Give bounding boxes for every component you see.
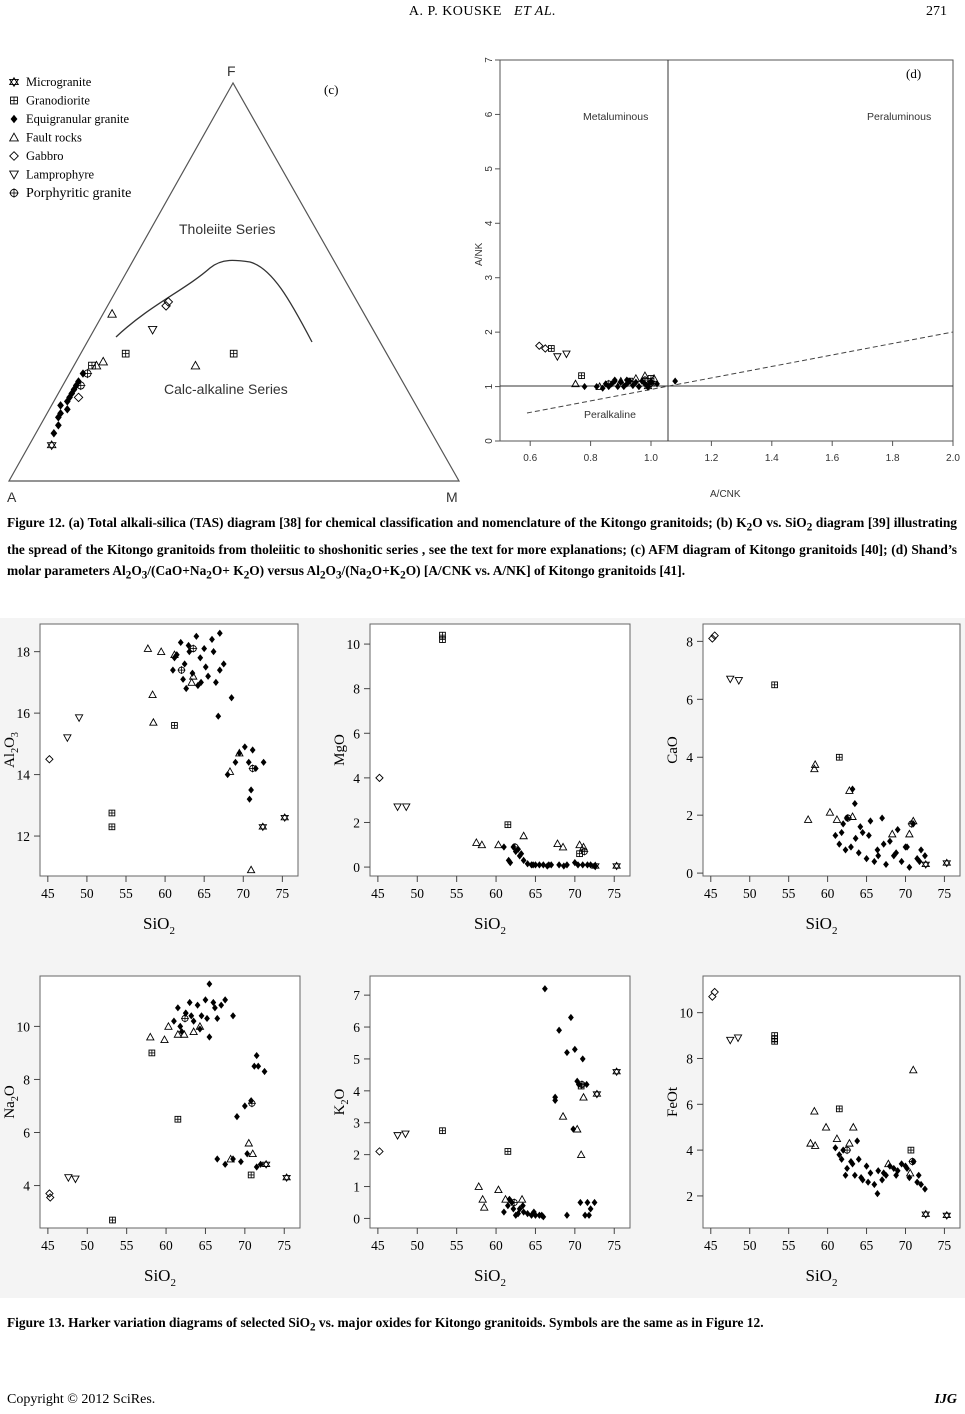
figure-13-harker-diagrams bbox=[0, 618, 965, 1298]
harker-xtick-label: 65 bbox=[197, 886, 211, 901]
harker-xtick-label: 75 bbox=[937, 1238, 952, 1253]
shand-ytick-label: 3 bbox=[484, 274, 495, 281]
harker-xtick-label: 65 bbox=[859, 1238, 874, 1253]
harker-xtick-label: 75 bbox=[277, 1238, 291, 1253]
harker-xtick-label: 65 bbox=[859, 886, 874, 901]
harker-xtick-label: 60 bbox=[158, 886, 172, 901]
page-number: 271 bbox=[926, 4, 947, 19]
harker-panel-6 bbox=[665, 976, 960, 1289]
harker-xlabel: SiO$_2$ bbox=[143, 914, 175, 937]
apex-m-label: M bbox=[446, 489, 458, 505]
harker-ytick-label: 4 bbox=[353, 1083, 360, 1099]
page-header bbox=[0, 0, 965, 26]
harker-xtick-label: 70 bbox=[236, 886, 251, 901]
granodiorite-point bbox=[548, 346, 554, 352]
harker-xtick-label: 75 bbox=[607, 886, 621, 901]
microgranite-point bbox=[10, 78, 19, 87]
legend-label-microgranite: Microgranite bbox=[26, 75, 92, 89]
harker-xtick-label: 60 bbox=[820, 886, 835, 901]
harker-xtick-label: 45 bbox=[41, 886, 55, 901]
harker-xtick-label: 75 bbox=[607, 1238, 621, 1253]
harker-panel-5 bbox=[332, 976, 630, 1289]
apex-a-label: A bbox=[7, 489, 17, 505]
harker-panels bbox=[2, 624, 960, 1289]
harker-plot-area bbox=[703, 624, 960, 876]
fault-rocks-point bbox=[10, 133, 19, 141]
harker-ytick-label: 1 bbox=[353, 1179, 360, 1195]
harker-xtick-label: 70 bbox=[238, 1238, 252, 1253]
shand-points bbox=[536, 342, 678, 392]
harker-xtick-label: 45 bbox=[704, 886, 718, 901]
legend-label-fault-rocks: Fault rocks bbox=[26, 130, 82, 145]
harker-xtick-label: 50 bbox=[80, 1238, 95, 1253]
harker-ytick-label: 0 bbox=[686, 866, 693, 882]
harker-xtick-label: 50 bbox=[410, 886, 425, 901]
shand-ytick-label: 7 bbox=[484, 57, 495, 63]
harker-xtick-label: 50 bbox=[80, 886, 94, 901]
harker-ytick-label: 6 bbox=[23, 1125, 30, 1141]
shand-ytick-label: 6 bbox=[484, 111, 495, 118]
harker-xtick-label: 45 bbox=[371, 1238, 385, 1253]
harker-xtick-label: 65 bbox=[528, 886, 543, 901]
shand-diagram bbox=[474, 57, 960, 500]
harker-ytick-label: 8 bbox=[353, 681, 360, 697]
apex-f-label: F bbox=[227, 63, 236, 79]
page-footer bbox=[7, 1392, 957, 1408]
harker-ytick-label: 8 bbox=[23, 1072, 30, 1088]
legend-label-granodiorite: Granodiorite bbox=[26, 93, 90, 108]
harker-xtick-label: 50 bbox=[742, 886, 757, 901]
harker-ytick-label: 6 bbox=[353, 726, 360, 742]
harker-ytick-label: 4 bbox=[686, 750, 693, 766]
shand-ylabel: A/NK bbox=[474, 242, 485, 266]
harker-panel-4 bbox=[2, 976, 300, 1289]
shand-xtick-label: 1.8 bbox=[885, 453, 900, 464]
shand-xtick-label: 1.2 bbox=[704, 453, 719, 464]
harker-ylabel: FeOt bbox=[665, 1087, 681, 1117]
shand-dashed-line bbox=[527, 332, 953, 413]
granodiorite-point bbox=[122, 350, 129, 357]
panel-label-d: (d) bbox=[906, 66, 922, 81]
equigranular-granite-point bbox=[672, 378, 678, 385]
harker-panel-2 bbox=[332, 624, 630, 937]
harker-ytick-label: 0 bbox=[353, 860, 360, 876]
peraluminous-label: Peraluminous bbox=[867, 111, 932, 123]
granodiorite-point bbox=[11, 97, 18, 104]
harker-xtick-label: 60 bbox=[159, 1238, 173, 1253]
harker-panel-1 bbox=[2, 624, 298, 937]
harker-xtick-label: 50 bbox=[742, 1238, 757, 1253]
harker-plot-area bbox=[40, 624, 298, 876]
harker-ytick-label: 10 bbox=[346, 637, 360, 653]
harker-ylabel: CaO bbox=[665, 736, 681, 764]
harker-plot-area bbox=[40, 976, 300, 1228]
granodiorite-point bbox=[230, 350, 237, 357]
legend-label-gabbro: Gabbro bbox=[26, 149, 64, 163]
lamprophyre-point bbox=[554, 354, 561, 360]
harker-xtick-label: 75 bbox=[275, 886, 290, 901]
shand-xtick-label: 1.0 bbox=[644, 453, 658, 464]
afm-points bbox=[47, 298, 237, 450]
metaluminous-label: Metaluminous bbox=[583, 111, 649, 123]
harker-xtick-label: 45 bbox=[41, 1238, 55, 1253]
harker-xtick-label: 60 bbox=[820, 1238, 835, 1253]
shand-ytick-label: 4 bbox=[484, 220, 495, 227]
harker-ylabel: MgO bbox=[332, 734, 348, 766]
harker-xtick-label: 65 bbox=[198, 1238, 213, 1253]
harker-xlabel: SiO$_2$ bbox=[805, 1266, 838, 1289]
harker-xtick-label: 55 bbox=[781, 886, 796, 901]
harker-ytick-label: 2 bbox=[686, 1188, 693, 1204]
tholeiite-series-label: Tholeiite Series bbox=[179, 221, 276, 237]
harker-panel-3 bbox=[665, 624, 960, 937]
equigranular-granite-point bbox=[57, 401, 64, 409]
figure-13-caption: Figure 13. Harker variation diagrams of selected SiO$_2$ vs. major oxides for Kitongo granitoids. Symbols are the same as in Figure 12. bbox=[7, 1315, 764, 1334]
harker-ylabel: $Al_2O_3$ bbox=[2, 732, 21, 768]
harker-ytick-label: 2 bbox=[353, 1147, 360, 1163]
harker-ytick-label: 6 bbox=[353, 1020, 360, 1036]
legend-label-lamprophyre: Lamprophyre bbox=[26, 167, 95, 182]
equigranular-granite-point bbox=[582, 383, 588, 390]
gabbro-point bbox=[10, 152, 19, 161]
shand-xtick-label: 2.0 bbox=[946, 453, 960, 464]
lamprophyre-point bbox=[10, 171, 19, 179]
harker-xtick-label: 45 bbox=[371, 886, 385, 901]
journal-abbrev: IJG bbox=[934, 1392, 957, 1407]
fault-rocks-point bbox=[99, 357, 107, 365]
harker-ytick-label: 10 bbox=[679, 1005, 693, 1021]
shand-xtick-label: 1.4 bbox=[764, 453, 779, 464]
harker-xtick-label: 70 bbox=[568, 886, 582, 901]
shand-xtick-label: 0.8 bbox=[583, 453, 598, 464]
harker-xtick-label: 70 bbox=[898, 886, 913, 901]
harker-ytick-label: 14 bbox=[16, 767, 30, 783]
harker-ytick-label: 8 bbox=[686, 1051, 693, 1067]
harker-ytick-label: 2 bbox=[686, 808, 693, 824]
figure-12-caption: Figure 12. (a) Total alkali-silica (TAS) diagram [38] for chemical classification and nomenclature of the Kitongo granitoids; (b) $K_2O$ vs. SiO$_2$ diagram [39] illustrating the spread of the Kitongo granitoids from tholeiitic to shoshonitic series , see the text for more explanations; (c) AFM diagram of Kitongo granitoids [40]; (d) Shand’s molar parameters $Al_2O_3/(CaO+Na_2O+ K_2O)$ versus $Al_2O_3/(Na_2O+K_2O)$ [A/CNK vs. A/NK] of Kitongo granitoids [41]. bbox=[7, 515, 958, 582]
harker-ylabel: $Na_2O$ bbox=[2, 1085, 21, 1119]
shand-xtick-label: 0.6 bbox=[523, 453, 538, 464]
harker-ytick-label: 6 bbox=[686, 692, 693, 708]
harker-ytick-label: 4 bbox=[686, 1143, 693, 1159]
harker-ytick-label: 3 bbox=[353, 1115, 360, 1131]
harker-ytick-label: 10 bbox=[16, 1019, 30, 1035]
harker-xtick-label: 65 bbox=[528, 1238, 543, 1253]
harker-xtick-label: 60 bbox=[489, 886, 503, 901]
gabbro-point bbox=[74, 393, 82, 401]
harker-xtick-label: 55 bbox=[449, 1238, 464, 1253]
shand-ytick-label: 2 bbox=[484, 329, 495, 335]
fault-rocks-point bbox=[191, 361, 199, 369]
harker-ytick-label: 16 bbox=[16, 706, 30, 722]
harker-xlabel: SiO$_2$ bbox=[144, 1266, 176, 1289]
harker-ytick-label: 18 bbox=[16, 644, 30, 660]
harker-ytick-label: 0 bbox=[353, 1211, 360, 1227]
harker-ytick-label: 6 bbox=[686, 1097, 693, 1113]
symbol-legend bbox=[9, 75, 131, 201]
harker-xtick-label: 45 bbox=[704, 1238, 718, 1253]
harker-xlabel: SiO$_2$ bbox=[474, 914, 506, 937]
harker-plot-area bbox=[370, 976, 630, 1228]
shand-xlabel: A/CNK bbox=[710, 489, 741, 500]
shand-xtick-label: 1.6 bbox=[825, 453, 840, 464]
harker-ytick-label: 4 bbox=[353, 770, 360, 786]
harker-xtick-label: 70 bbox=[898, 1238, 913, 1253]
tholeiite-calcalkaline-boundary bbox=[116, 260, 312, 342]
harker-xtick-label: 70 bbox=[568, 1238, 582, 1253]
harker-xtick-label: 60 bbox=[489, 1238, 503, 1253]
porphyritic-granite-point bbox=[83, 369, 92, 378]
harker-ytick-label: 4 bbox=[23, 1178, 30, 1194]
harker-xtick-label: 50 bbox=[410, 1238, 425, 1253]
legend-label-equigranular-granite: Equigranular granite bbox=[26, 112, 130, 126]
afm-diagram bbox=[7, 63, 459, 505]
peralkaline-label: Peralkaline bbox=[584, 409, 636, 421]
harker-xlabel: SiO$_2$ bbox=[474, 1266, 506, 1289]
fault-rocks-point bbox=[108, 310, 116, 318]
running-title: A. P. KOUSKE ET AL. bbox=[408, 4, 557, 19]
microgranite-point bbox=[47, 441, 55, 449]
calc-alkaline-series-label: Calc-alkaline Series bbox=[164, 381, 288, 397]
shand-ytick-label: 1 bbox=[484, 383, 495, 390]
harker-xtick-label: 55 bbox=[119, 1238, 134, 1253]
harker-plot-area bbox=[370, 624, 630, 876]
harker-xtick-label: 55 bbox=[781, 1238, 796, 1253]
harker-plot-area bbox=[703, 976, 960, 1228]
figure-12-panels bbox=[0, 50, 965, 510]
porphyritic-granite-point bbox=[9, 188, 18, 197]
legend-label-porphyritic-granite: Porphyritic granite bbox=[26, 186, 132, 201]
equigranular-granite-point bbox=[55, 421, 62, 429]
equigranular-granite-point bbox=[64, 405, 71, 413]
harker-ytick-label: 5 bbox=[353, 1051, 360, 1067]
shand-ytick-label: 5 bbox=[484, 166, 495, 172]
copyright-text: Copyright © 2012 SciRes. bbox=[7, 1392, 156, 1407]
granodiorite-point bbox=[579, 373, 585, 379]
harker-xlabel: SiO$_2$ bbox=[805, 914, 838, 937]
harker-ytick-label: 2 bbox=[353, 815, 360, 831]
harker-ylabel: $K_2O$ bbox=[332, 1088, 351, 1116]
harker-ytick-label: 8 bbox=[686, 634, 693, 650]
harker-xtick-label: 55 bbox=[449, 886, 464, 901]
shand-ytick-label: 0 bbox=[484, 438, 495, 444]
panel-label-c: (c) bbox=[324, 82, 339, 97]
lamprophyre-point bbox=[148, 326, 156, 334]
lamprophyre-point bbox=[563, 351, 570, 357]
equigranular-granite-point bbox=[51, 429, 58, 437]
harker-ytick-label: 12 bbox=[16, 829, 30, 845]
equigranular-granite-point bbox=[11, 115, 18, 124]
harker-xtick-label: 75 bbox=[937, 886, 952, 901]
harker-xtick-label: 55 bbox=[119, 886, 133, 901]
harker-ytick-label: 7 bbox=[353, 988, 360, 1004]
